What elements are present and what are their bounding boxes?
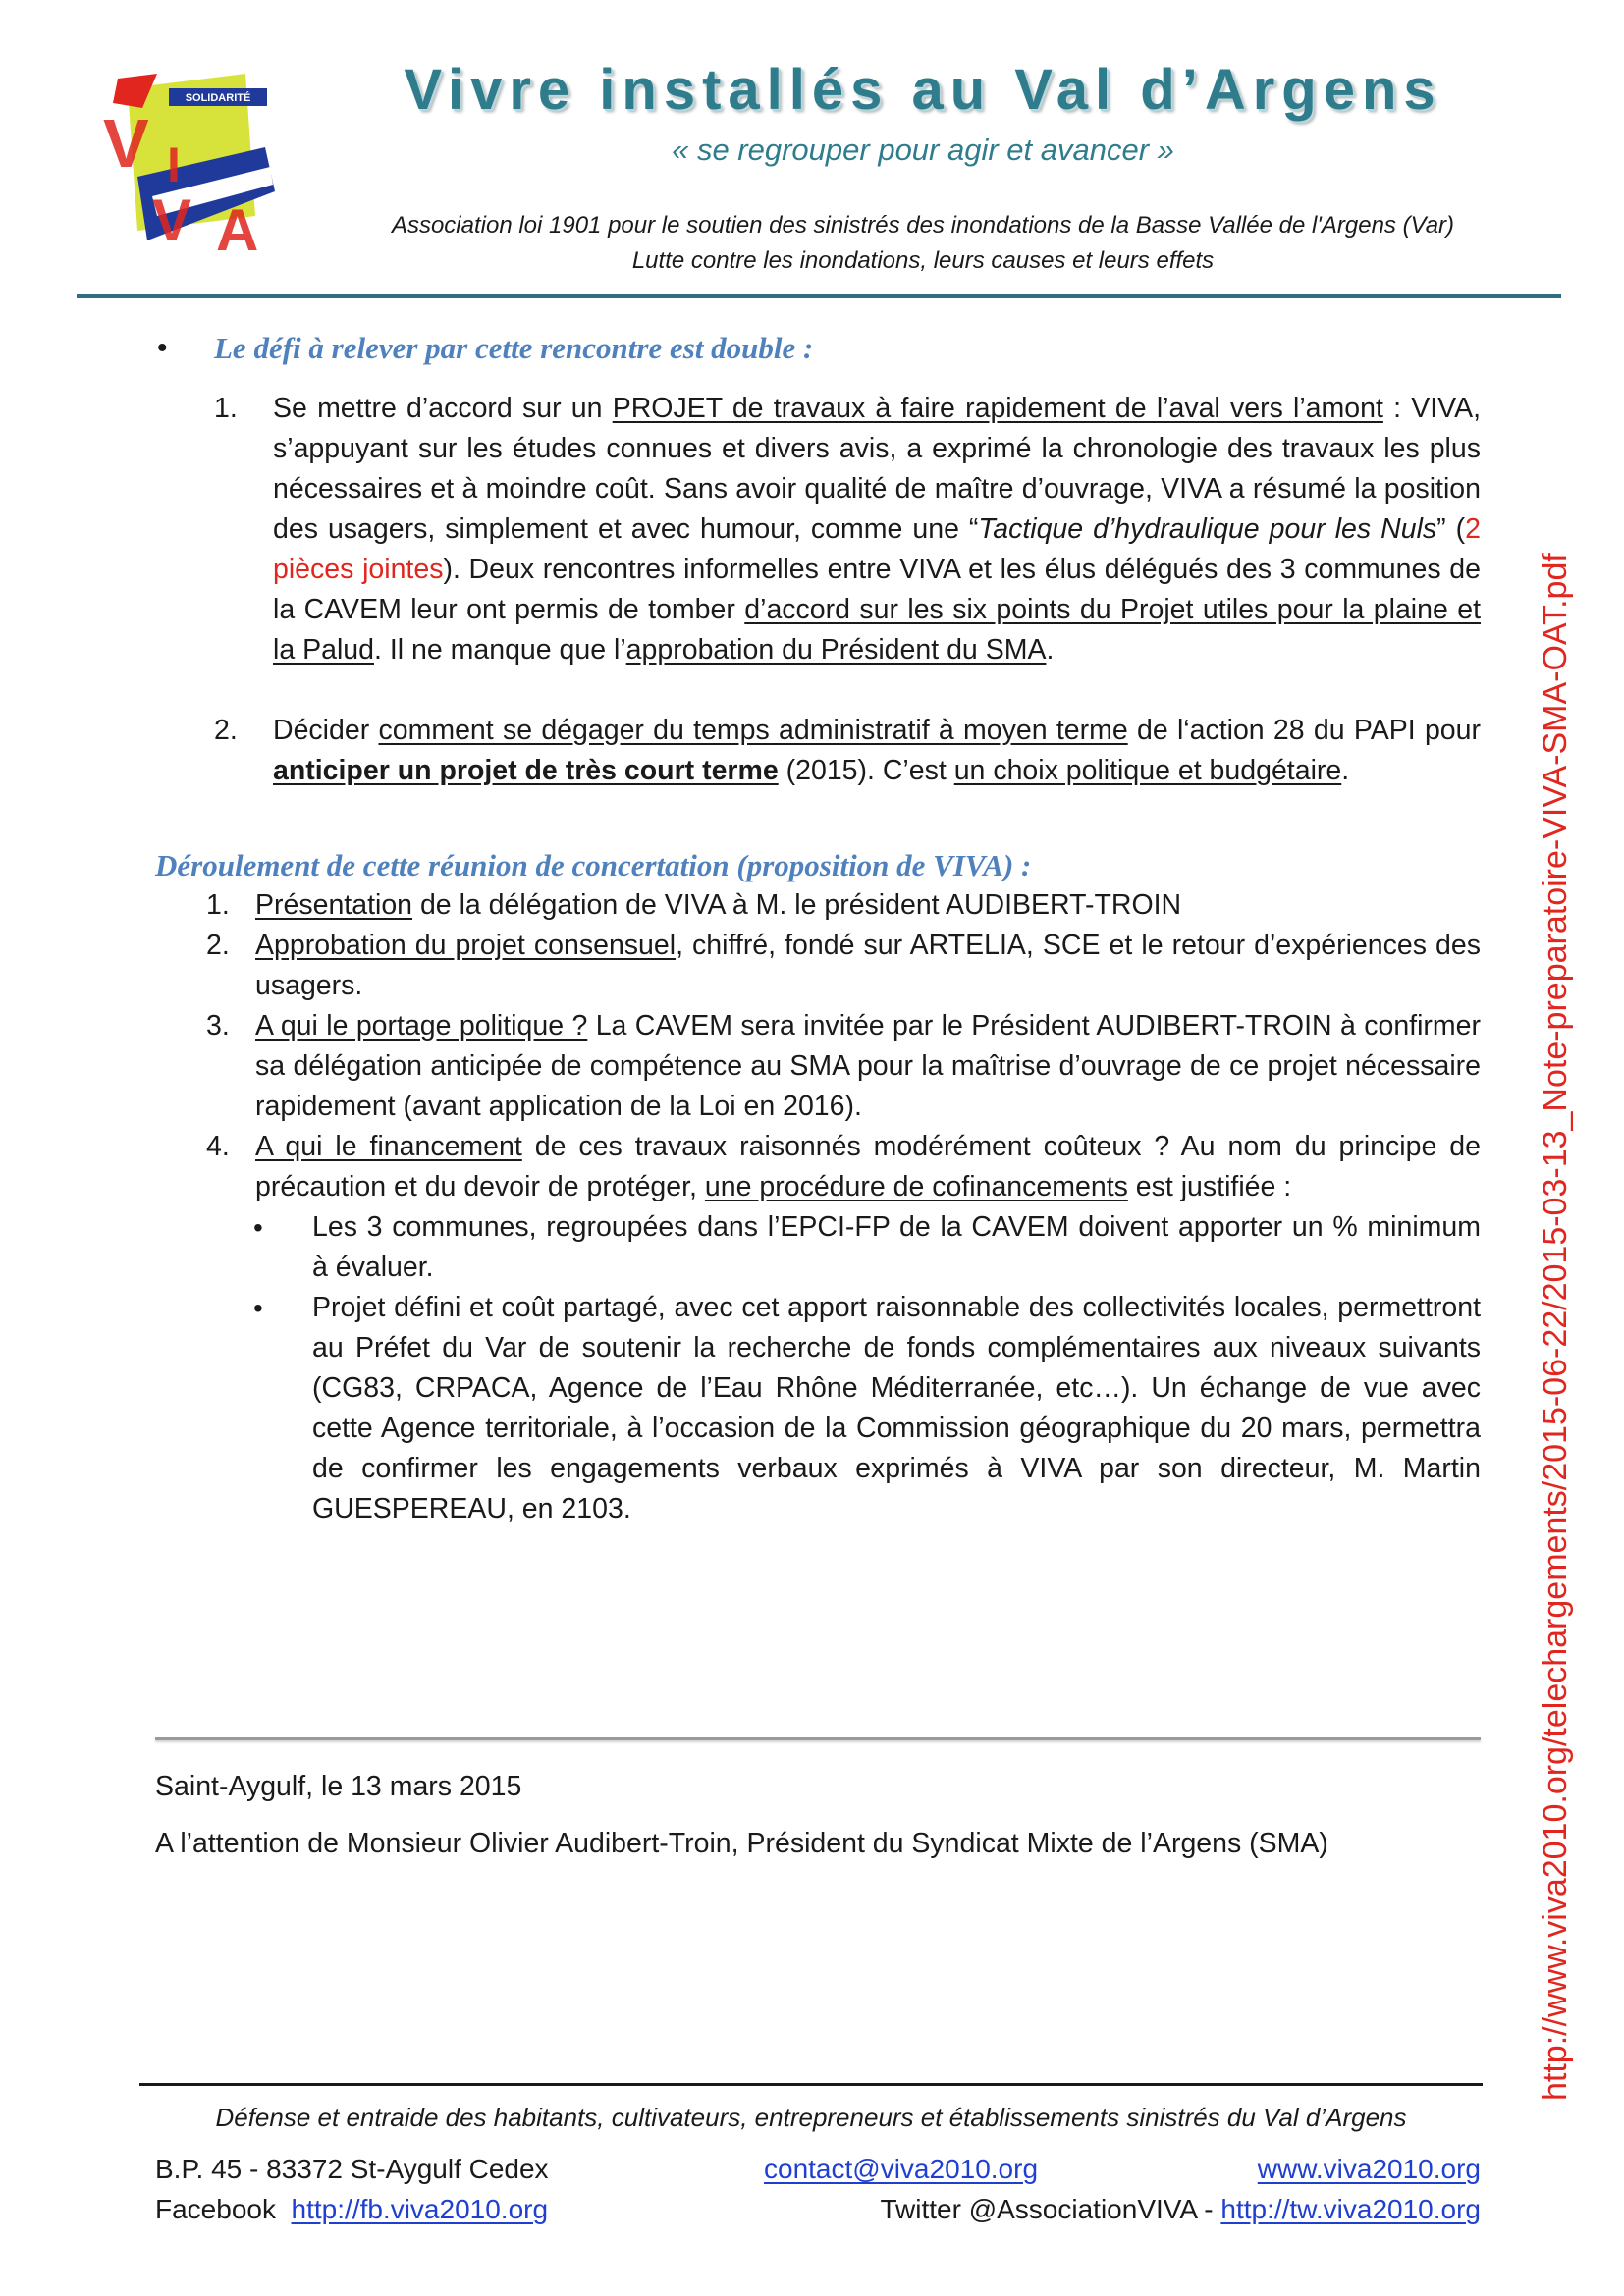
sub-list-item-projet: Projet défini et coût partagé, avec cet apport raisonnable des collectivités locales, permettront au Préfet du Var de soutenir la recherche de fonds complémentaires aux niveaux suivants (CG83, CRPACA, Agence de l’Eau Rhône Méditerranée, etc…). Un échange de vue avec cette Agence territoriale, à l’occasion de la Commission géographique du 20 mars, permettra de confirmer les engagements verbaux exprimés à VIVA par son directeur, M. Martin GUESPEREAU, en 2103.: [312, 1292, 1481, 1524]
svg-text:V: V: [152, 187, 192, 253]
list-item-decider: Décider comment se dégager du temps administratif à moyen terme de l‘action 28 du PAPI pour anticiper un projet de très court terme (2015). C’est un choix politique et budgétaire.: [273, 715, 1481, 786]
email-link[interactable]: contact@viva2010.org: [764, 2154, 1039, 2184]
viva-logo: [98, 69, 285, 265]
postal-address: B.P. 45 - 83372 St-Aygulf Cedex: [155, 2154, 549, 2184]
content-divider: [155, 1737, 1481, 1740]
header-divider: [77, 294, 1561, 298]
attachments-note: 2 pièces jointes: [273, 513, 1481, 585]
list-item-projet: Se mettre d’accord sur un PROJET de travaux à faire rapidement de l’aval vers l’amont : VIVA, s’appuyant sur les études connues et divers avis, a exprimé la chronologie des travaux les plus nécessaires et à moindre coût. Sans avoir qualité de maître d’ouvrage, VIVA a résumé la position des usagers, simplement et avec humour, comme une “Tactique d’hydraulique pour les Nuls” (2 pièces jointes). Deux rencontres informelles entre VIVA et les élus délégués des 3 communes de la CAVEM leur ont permis de tomber d’accord sur les six points du Projet utiles pour la plaine et la Palud. Il ne manque que l’approbation du Président du SMA.: [273, 393, 1481, 666]
list-item-portage: A qui le portage politique ? La CAVEM sera invitée par le Président AUDIBERT-TROIN à confirmer sa délégation anticipée de compétence au SMA pour la maîtrise d’ouvrage de ce projet nécessaire rapidement (avant application de la Loi en 2016).: [255, 1010, 1482, 1122]
slogan: « se regrouper pour agir et avancer »: [672, 133, 1174, 167]
date-line: Saint-Aygulf, le 13 mars 2015: [155, 1771, 522, 1802]
page-title: Vivre installés au Val d’Argens: [404, 58, 1442, 122]
section-heading-deroulement: Déroulement de cette réunion de concertation (proposition de VIVA) :: [155, 848, 1032, 882]
svg-text:I: I: [167, 137, 181, 192]
item-number: 2.: [214, 715, 238, 746]
item-number: 1.: [206, 889, 230, 921]
bullet-icon: •: [157, 332, 168, 364]
twitter-link[interactable]: http://tw.viva2010.org: [1220, 2194, 1481, 2224]
attention-line: A l’attention de Monsieur Olivier Audibert-Troin, Président du Syndicat Mixte de l’Argens (SMA): [155, 1828, 1328, 1859]
footer-divider: [139, 2083, 1483, 2086]
item-number: 1.: [214, 393, 238, 424]
item-number: 3.: [206, 1010, 230, 1041]
svg-text:V: V: [103, 105, 149, 182]
sub-bullet-icon: •: [253, 1212, 263, 1243]
section-heading-defi: Le défi à relever par cette rencontre est double :: [214, 331, 814, 365]
assoc-line-1: Association loi 1901 pour le soutien des sinistrés des inondations de la Basse Vallée de l'Argens (Var): [391, 212, 1455, 239]
facebook-group: [155, 2194, 548, 2225]
document-source-url[interactable]: http://www.viva2010.org/telechargements/2015-06-22/2015-03-13_Note-preparatoire-VIVA-SMA-OAT.pdf: [1537, 553, 1574, 2101]
assoc-line-2: Lutte contre les inondations, leurs causes et leurs effets: [631, 247, 1215, 274]
website-link[interactable]: www.viva2010.org: [1257, 2154, 1481, 2184]
footer-tagline: Défense et entraide des habitants, cultivateurs, entrepreneurs et établissements sinistrés du Val d’Argens: [215, 2103, 1407, 2132]
twitter-group: [880, 2194, 1481, 2225]
sub-bullet-icon: •: [253, 1293, 263, 1323]
sub-list-item-communes: Les 3 communes, regroupées dans l’EPCI-FP de la CAVEM doivent apporter un % minimum à évaluer.: [312, 1211, 1481, 1283]
facebook-label: Facebook: [155, 2194, 292, 2224]
list-item-financement: A qui le financement de ces travaux raisonnés modérément coûteux ? Au nom du principe de précaution et du devoir de protéger, une procédure de cofinancements est justifiée :: [255, 1131, 1481, 1202]
item-number: 4.: [206, 1131, 230, 1162]
twitter-label: Twitter @AssociationVIVA -: [880, 2194, 1221, 2224]
association-description: [314, 208, 1532, 279]
list-item-presentation: Présentation de la délégation de VIVA à M. le président AUDIBERT-TROIN: [255, 889, 1182, 921]
item-number: 2.: [206, 930, 230, 961]
svg-text:A: A: [216, 197, 259, 263]
logo-solidarite-text: SOLIDARITÉ: [185, 92, 251, 104]
facebook-link[interactable]: http://fb.viva2010.org: [291, 2194, 549, 2224]
list-item-approbation: Approbation du projet consensuel, chiffré, fondé sur ARTELIA, SCE et le retour d’expériences des usagers.: [255, 930, 1481, 1001]
